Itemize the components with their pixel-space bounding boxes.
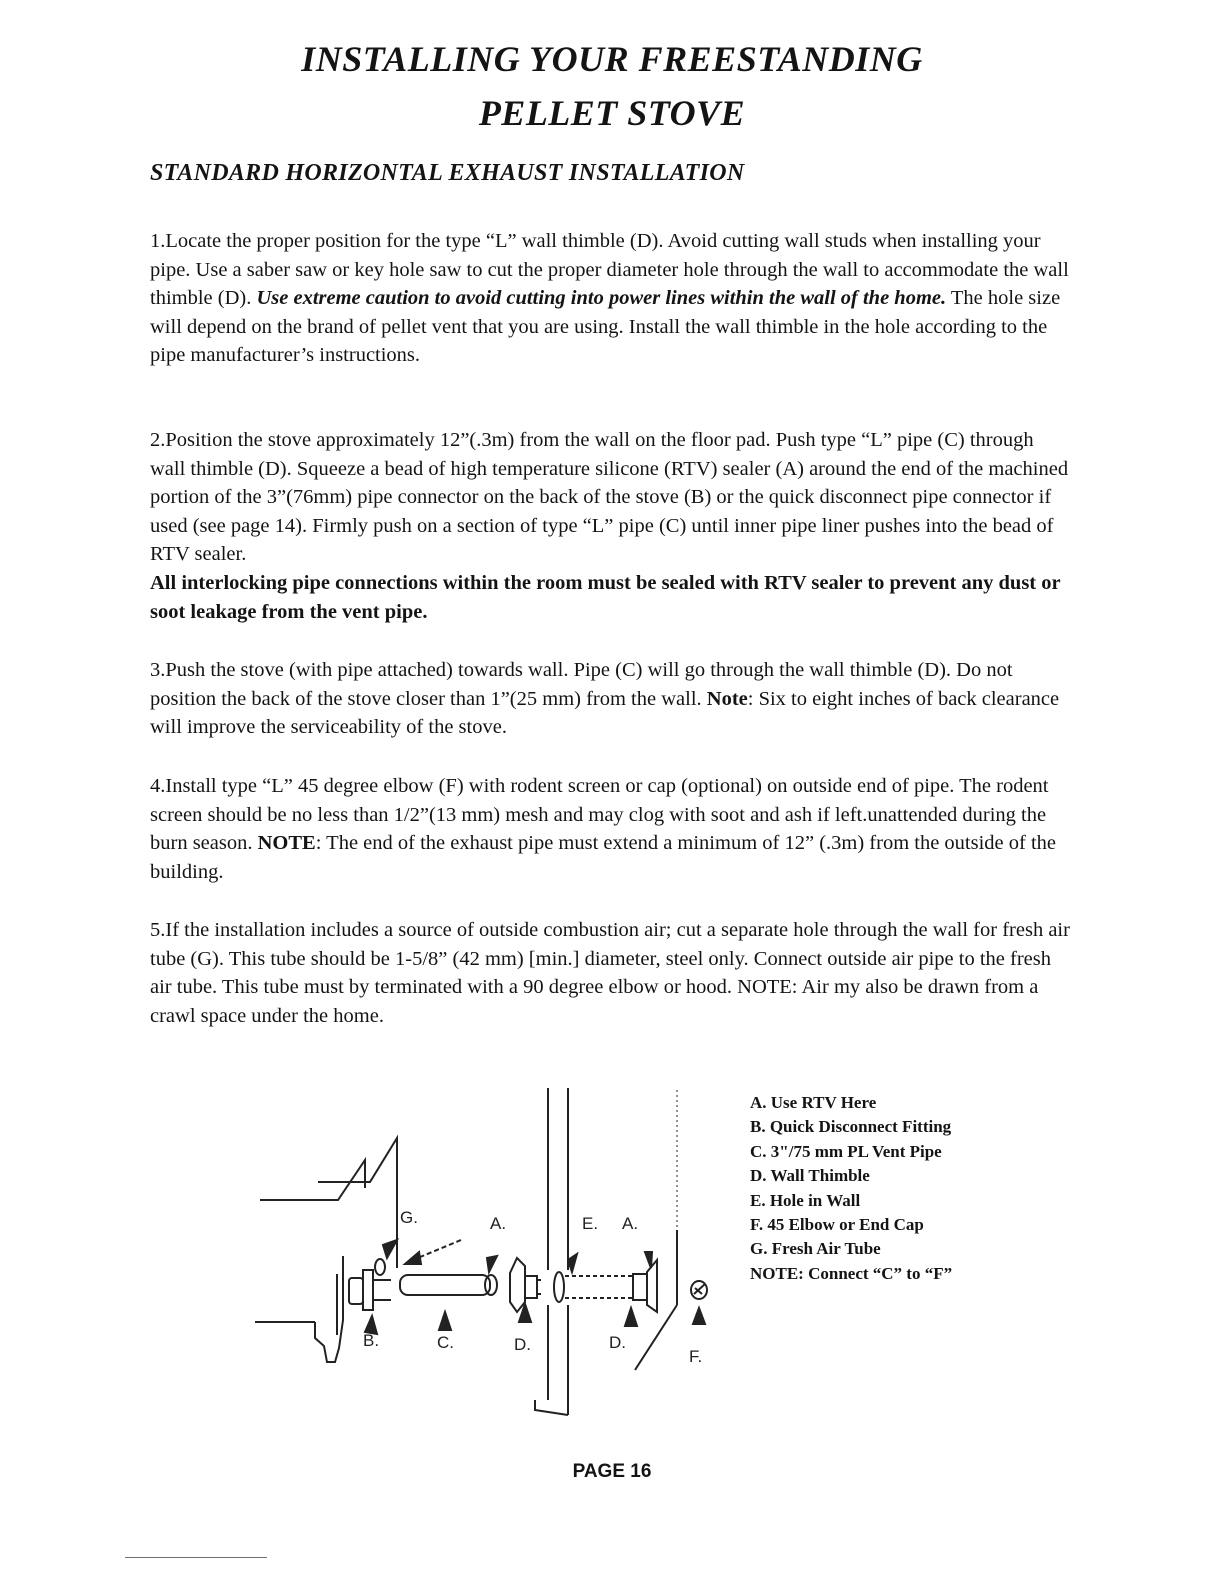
section-title: STANDARD HORIZONTAL EXHAUST INSTALLATION (150, 160, 745, 186)
label-d-2: D. (609, 1333, 626, 1352)
step-1-warning: Use extreme caution to avoid cutting into power lines within the wall of the home. (256, 287, 947, 310)
step-2-text: 2.Position the stove approximately 12”(.3m) from the wall on the floor pad. Push type “L” pipe (C) through wall thimble (D). Squeeze a bead of high temperature silicone (RTV) sealer (A) around the end of the machined portion of the 3”(76mm) pipe connector on the back of the stove (B) or the quick disconnect pipe connector if used (see page 14). Firmly push on a section of type “L” pipe (C) until inner pipe liner pushes into the bead of RTV sealer. (150, 429, 1069, 566)
step-4-note-label: NOTE (257, 832, 316, 855)
step-3-text-a: 3.Push the stove (with pipe attached) towards wall. Pipe (C) will go through the wall thimble (D). Do not position the back of the stove closer than 1”(25 mm) from the wall. (150, 659, 1013, 710)
label-a-2: A. (622, 1214, 639, 1233)
step-1-text-b: The hole size will depend on the brand of pellet vent that you are using. Install the wall thimble in the hole according to the pipe manufacturer’s instructions. (150, 287, 1061, 367)
label-e: E. (582, 1214, 599, 1233)
legend-item: D. Wall Thimble (750, 1166, 870, 1186)
step-4-text-b: : The end of the exhaust pipe must extend a minimum of 12” (.3m) from the outside of the building. (150, 832, 1057, 883)
legend-item: F. 45 Elbow or End Cap (750, 1215, 924, 1235)
label-a-1: A. (490, 1214, 507, 1233)
label-f: F. (689, 1347, 703, 1366)
legend-item: E. Hole in Wall (750, 1190, 861, 1210)
pipe-through-wall (554, 1260, 657, 1312)
label-arrows (365, 1240, 705, 1334)
legend-item: B. Quick Disconnect Fitting (750, 1117, 952, 1137)
elbow-cap-drawing (691, 1281, 707, 1299)
legend-item: A. Use RTV Here (750, 1093, 877, 1112)
legend-item: G. Fresh Air Tube (750, 1239, 881, 1259)
label-b: B. (363, 1331, 380, 1350)
label-g: G. (400, 1208, 418, 1227)
quick-disconnect-fitting (349, 1259, 391, 1310)
step-4-text-a: 4.Install type “L” 45 degree elbow (F) with rodent screen or cap (optional) on outside end of pipe. The rodent screen should be no less than 1/2”(13 mm) mesh and may clog with soot and ash if left.unattended during the burn season. (150, 775, 1049, 855)
vent-pipe-drawing (400, 1275, 497, 1295)
legend-item: C. 3"/75 mm PL Vent Pipe (750, 1141, 942, 1161)
diagram-labels (363, 1208, 702, 1366)
step-2-paragraph (150, 426, 1070, 626)
title-line-2: PELLET STOVE (478, 93, 746, 133)
step-2-bold-warning: All interlocking pipe connections within the room must be sealed with RTV sealer to prevent any dust or soot leakage from the vent pipe. (150, 571, 1061, 623)
diagram-legend (750, 1091, 952, 1286)
page-title (0, 32, 1224, 140)
page-number: PAGE 16 (572, 1461, 652, 1482)
footer-rule (125, 1557, 267, 1558)
label-d-1: D. (514, 1335, 531, 1354)
step-3-note-label: Note (706, 687, 748, 710)
step-1-text-a: 1.Locate the proper position for the type “L” wall thimble (D). Avoid cutting wall studs when installing your pipe. Use a saber saw or key hole saw to cut the proper diameter hole through the wall to accommodate the wall thimble (D). (150, 230, 1069, 310)
step-3-paragraph (150, 656, 1070, 742)
step-5-paragraph: 5.If the installation includes a source of outside combustion air; cut a separate hole through the wall for fresh air tube (G). This tube should be 1-5/8” (42 mm) [min.] diameter, steel only. Connect outside air pipe to the fresh air tube. This tube must by terminated with a 90 degree elbow or hood. NOTE: Air my also be drawn from a crawl space under the home. (150, 919, 1070, 1027)
installation-diagram (225, 1080, 745, 1425)
step-3-text-b: : Six to eight inches of back clearance will improve the serviceability of the stove. (150, 687, 1060, 739)
wall-drawing (535, 1088, 677, 1415)
legend-note: NOTE: Connect “C” to “F” (750, 1263, 953, 1283)
title-line-1: INSTALLING YOUR FREESTANDING (301, 39, 923, 79)
step-4-paragraph (150, 772, 1070, 886)
label-c: C. (437, 1333, 454, 1352)
step-1-paragraph (150, 227, 1070, 370)
